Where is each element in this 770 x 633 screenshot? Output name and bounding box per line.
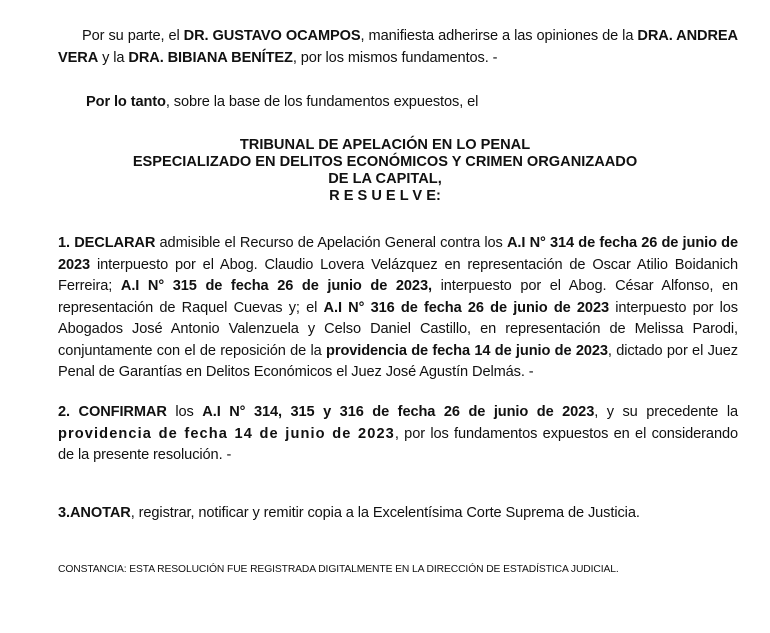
text: , dictado por el Juez Penal de Garantías en Delitos Económicos el Juez José Agustín Delmás. - xyxy=(58,342,738,380)
emphasis: A.I N° 314, 315 y 316 de fecha 26 de junio de 2023 xyxy=(202,404,595,420)
text: , sobre la base de los fundamentos expuestos, el xyxy=(165,94,479,110)
tribunal-heading xyxy=(0,137,770,205)
item-label: 2. CONFIRMAR xyxy=(58,404,167,420)
text: , por los fundamentos expuestos en el considerando de la presente resolución. - xyxy=(58,425,738,463)
judge-name: DRA. ANDREA VERA xyxy=(58,28,738,66)
emphasis: A.I N° 316 de fecha 26 de junio de 2023 xyxy=(323,299,609,316)
text: , registrar, notificar y remitir copia a la Excelentísima Corte Suprema de Justicia. xyxy=(130,505,640,521)
paragraph-adhesion xyxy=(58,26,738,69)
judge-name: DR. GUSTAVO OCAMPOS xyxy=(183,28,361,44)
text: interpuesto por los Abogados José Antonio Valenzuela y Celso Daniel Castillo, en representación de Melissa Parodi, conjuntamente con el de reposición de la xyxy=(58,299,739,359)
constancia-footer: CONSTANCIA: ESTA RESOLUCIÓN FUE REGISTRADA DIGITALMENTE EN LA DIRECCIÓN DE ESTADÍSTICA JUDICIAL. xyxy=(58,564,619,575)
emphasis: providencia de fecha 14 de junio de 2023 xyxy=(58,425,395,442)
item-label: 3.ANOTAR xyxy=(58,505,131,521)
resolution-item-1 xyxy=(58,233,738,384)
text: Por su parte, el xyxy=(82,28,184,44)
text: interpuesto por el Abog. Claudio Lovera Velázquez en representación de Oscar Atilio Boidanich Ferreira; xyxy=(58,256,738,294)
resolution-item-2 xyxy=(58,402,738,467)
emphasis: A.I N° 315 de fecha 26 de junio de 2023, xyxy=(120,278,432,294)
emphasis: Por lo tanto xyxy=(86,94,166,110)
judge-name: DRA. BIBIANA BENÍTEZ xyxy=(128,49,293,66)
emphasis: providencia de fecha 14 de junio de 2023 xyxy=(326,342,608,359)
resolution-item-3 xyxy=(58,503,738,525)
resuelve-heading: R E S U E L V E: xyxy=(329,188,441,204)
heading-line: ESPECIALIZADO EN DELITOS ECONÓMICOS Y CRIMEN ORGANIZAADO xyxy=(132,154,638,170)
paragraph-por-lo-tanto xyxy=(58,92,738,114)
heading-line: DE LA CAPITAL, xyxy=(328,171,442,187)
text: , manifiesta adherirse a las opiniones de la xyxy=(360,28,638,44)
item-label: 1. DECLARAR xyxy=(58,235,156,251)
heading-line: TRIBUNAL DE APELACIÓN EN LO PENAL xyxy=(239,137,531,153)
text: interpuesto por el Abog. César Alfonso, en representación de Raquel Cuevas y; el xyxy=(58,278,738,316)
text: , por los mismos fundamentos. - xyxy=(292,49,498,66)
text: los xyxy=(166,404,203,420)
text: admisible el Recurso de Apelación General contra los xyxy=(155,235,507,251)
text: y la xyxy=(98,49,129,66)
text: , y su precedente la xyxy=(594,404,739,420)
emphasis: A.I N° 314 de fecha 26 de junio de 2023 xyxy=(58,235,738,273)
